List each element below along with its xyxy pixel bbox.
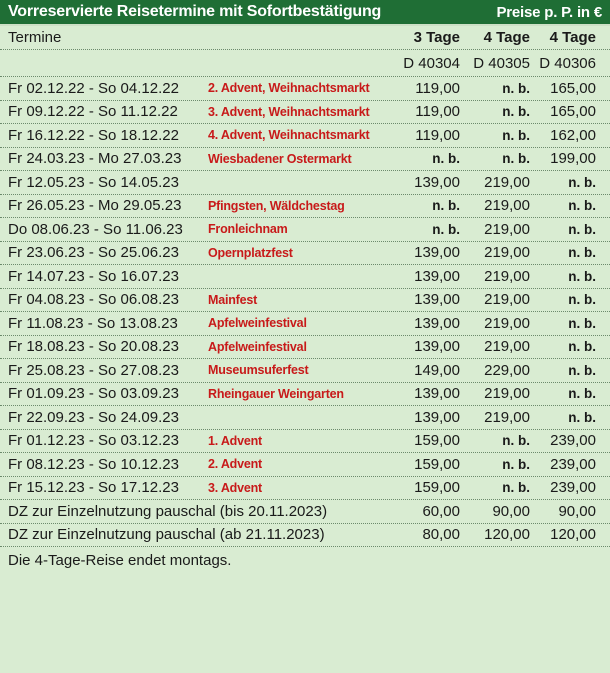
row-price-p3: 239,00 xyxy=(550,432,596,450)
row-date: Fr 11.08.23 - So 13.08.23 xyxy=(8,314,178,332)
dz-rows xyxy=(0,500,610,547)
row-price-p1: 139,00 xyxy=(414,173,460,191)
row-price-p1: 139,00 xyxy=(414,244,460,262)
row-date: Fr 09.12.22 - So 11.12.22 xyxy=(8,103,178,121)
row-price-p2: n. b. xyxy=(502,151,530,167)
code-row xyxy=(0,50,610,77)
row-price-p3: 239,00 xyxy=(550,455,596,473)
row-price-p3: n. b. xyxy=(568,268,596,284)
footnote: Die 4-Tage-Reise endet montags. xyxy=(8,551,232,569)
row-price-p3: n. b. xyxy=(568,245,596,261)
row-event: Opernplatzfest xyxy=(208,245,293,260)
row-price-p1: 159,00 xyxy=(414,479,460,497)
table-row xyxy=(0,477,610,501)
row-date: Fr 01.09.23 - So 03.09.23 xyxy=(8,385,179,403)
row-price-p2: n. b. xyxy=(502,480,530,496)
table-row xyxy=(0,242,610,266)
table-row xyxy=(0,195,610,219)
row-event: Fronleichnam xyxy=(208,222,288,237)
row-event: Museumsuferfest xyxy=(208,363,309,378)
row-date: Fr 18.08.23 - So 20.08.23 xyxy=(8,338,179,356)
row-price-p1: 139,00 xyxy=(414,408,460,426)
row-price-p3: n. b. xyxy=(568,339,596,355)
row-event: 2. Advent, Weihnachtsmarkt xyxy=(208,81,370,96)
row-price-p1: n. b. xyxy=(432,151,460,167)
row-price-p3: n. b. xyxy=(568,409,596,425)
row-price-p2: 219,00 xyxy=(484,267,530,285)
row-price-p1: n. b. xyxy=(432,221,460,237)
dz-price-p3: 120,00 xyxy=(550,526,596,544)
row-price-p1: 119,00 xyxy=(415,79,460,97)
row-price-p2: 219,00 xyxy=(484,408,530,426)
row-price-p1: 119,00 xyxy=(415,103,460,121)
price-note: Preise p. P. in € xyxy=(496,3,602,21)
row-event: 4. Advent, Weihnachtsmarkt xyxy=(208,128,370,143)
table-row xyxy=(0,148,610,172)
row-date: Fr 12.05.23 - So 14.05.23 xyxy=(8,173,179,191)
row-date: Fr 22.09.23 - So 24.09.23 xyxy=(8,408,179,426)
dz-price-p2: 90,00 xyxy=(492,502,530,520)
row-price-p2: 219,00 xyxy=(484,173,530,191)
row-date: Fr 23.06.23 - So 25.06.23 xyxy=(8,244,179,262)
table-row xyxy=(0,430,610,454)
header-col3: 4 Tage xyxy=(549,29,596,46)
row-date: Fr 08.12.23 - So 10.12.23 xyxy=(8,455,179,473)
header-col1: 3 Tage xyxy=(413,29,460,46)
table-row xyxy=(0,101,610,125)
code-col1: D 40304 xyxy=(403,54,460,72)
row-price-p1: 139,00 xyxy=(414,338,460,356)
row-event: Wiesbadener Ostermarkt xyxy=(208,151,352,166)
table-row xyxy=(0,265,610,289)
row-price-p2: 219,00 xyxy=(484,385,530,403)
row-event: Rheingauer Weingarten xyxy=(208,386,344,401)
dz-label: DZ zur Einzelnutzung pauschal (bis 20.11.2023) xyxy=(8,502,328,520)
row-price-p3: n. b. xyxy=(568,292,596,308)
row-date: Fr 25.08.23 - So 27.08.23 xyxy=(8,361,179,379)
row-event: 2. Advent xyxy=(208,457,262,472)
row-price-p3: 162,00 xyxy=(550,126,596,144)
date-rows xyxy=(0,77,610,500)
row-date: Fr 02.12.22 - So 04.12.22 xyxy=(8,79,179,97)
row-price-p2: n. b. xyxy=(502,127,530,143)
row-event: Pfingsten, Wäldchestag xyxy=(208,198,345,213)
table-row xyxy=(0,77,610,101)
dz-price-p1: 60,00 xyxy=(422,502,460,520)
row-price-p1: 139,00 xyxy=(414,314,460,332)
table-row xyxy=(0,289,610,313)
table-row xyxy=(0,453,610,477)
row-price-p1: 139,00 xyxy=(414,267,460,285)
row-price-p1: n. b. xyxy=(432,198,460,214)
dz-price-p2: 120,00 xyxy=(484,526,530,544)
row-price-p2: 219,00 xyxy=(484,197,530,215)
row-price-p2: n. b. xyxy=(502,104,530,120)
header-termine: Termine xyxy=(8,29,62,46)
row-price-p3: 239,00 xyxy=(550,479,596,497)
row-event: 1. Advent xyxy=(208,433,262,448)
table-row xyxy=(0,171,610,195)
row-price-p3: 199,00 xyxy=(550,150,596,168)
dz-price-p1: 80,00 xyxy=(422,526,460,544)
row-price-p1: 139,00 xyxy=(414,291,460,309)
row-price-p2: n. b. xyxy=(502,433,530,449)
table-row xyxy=(0,383,610,407)
row-price-p3: 165,00 xyxy=(550,79,596,97)
row-event: Apfelweinfestival xyxy=(208,339,307,354)
row-price-p1: 149,00 xyxy=(414,361,460,379)
row-price-p3: n. b. xyxy=(568,198,596,214)
row-price-p2: 219,00 xyxy=(484,314,530,332)
row-date: Fr 14.07.23 - So 16.07.23 xyxy=(8,267,179,285)
row-price-p3: n. b. xyxy=(568,315,596,331)
row-price-p3: n. b. xyxy=(568,362,596,378)
row-date: Fr 01.12.23 - So 03.12.23 xyxy=(8,432,179,450)
title-bar xyxy=(0,0,610,26)
row-price-p1: 159,00 xyxy=(414,455,460,473)
row-price-p2: 229,00 xyxy=(484,361,530,379)
row-price-p1: 139,00 xyxy=(414,385,460,403)
table-row xyxy=(0,359,610,383)
row-price-p2: n. b. xyxy=(502,456,530,472)
row-date: Fr 24.03.23 - Mo 27.03.23 xyxy=(8,150,182,168)
row-price-p3: n. b. xyxy=(568,221,596,237)
header-row xyxy=(0,26,610,50)
table-title: Vorreservierte Reisetermine mit Sofortbestätigung xyxy=(8,3,382,20)
row-price-p1: 159,00 xyxy=(414,432,460,450)
row-price-p2: 219,00 xyxy=(484,338,530,356)
row-price-p2: 219,00 xyxy=(484,244,530,262)
code-col3: D 40306 xyxy=(539,54,596,72)
row-date: Fr 04.08.23 - So 06.08.23 xyxy=(8,291,179,309)
row-price-p3: n. b. xyxy=(568,174,596,190)
dz-row xyxy=(0,500,610,524)
table-row xyxy=(0,312,610,336)
table-row xyxy=(0,406,610,430)
row-date: Fr 16.12.22 - So 18.12.22 xyxy=(8,126,179,144)
row-price-p1: 119,00 xyxy=(415,126,460,144)
row-event: 3. Advent, Weihnachtsmarkt xyxy=(208,104,370,119)
row-price-p2: 219,00 xyxy=(484,220,530,238)
row-price-p3: n. b. xyxy=(568,386,596,402)
row-date: Fr 15.12.23 - So 17.12.23 xyxy=(8,479,179,497)
dz-price-p3: 90,00 xyxy=(558,502,596,520)
row-price-p2: 219,00 xyxy=(484,291,530,309)
row-price-p3: 165,00 xyxy=(550,103,596,121)
row-date: Fr 26.05.23 - Mo 29.05.23 xyxy=(8,197,182,215)
header-col2: 4 Tage xyxy=(483,29,530,46)
table-row xyxy=(0,336,610,360)
row-price-p2: n. b. xyxy=(502,80,530,96)
row-event: Apfelweinfestival xyxy=(208,316,307,331)
dz-label: DZ zur Einzelnutzung pauschal (ab 21.11.2023) xyxy=(8,526,325,544)
table-row xyxy=(0,124,610,148)
code-col2: D 40305 xyxy=(473,54,530,72)
dz-row xyxy=(0,524,610,548)
row-event: Mainfest xyxy=(208,292,258,307)
table-row xyxy=(0,218,610,242)
row-event: 3. Advent xyxy=(208,480,262,495)
row-date: Do 08.06.23 - So 11.06.23 xyxy=(8,220,183,238)
